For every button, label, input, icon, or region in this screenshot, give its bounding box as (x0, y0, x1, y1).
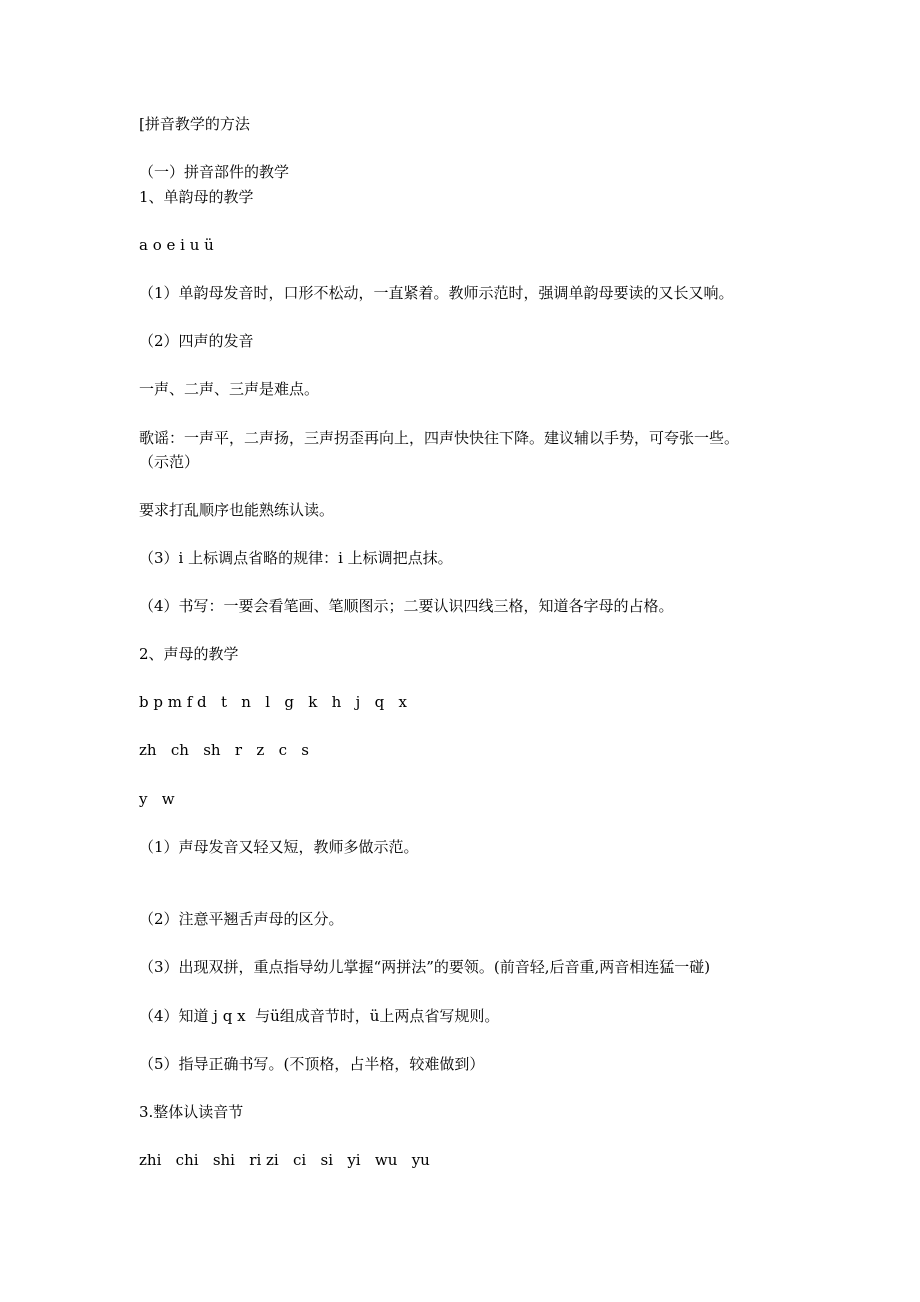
initials-point-5: （5）指导正确书写。(不顶格，占半格，较难做到） (139, 1055, 485, 1073)
finals-point-2: （2）四声的发音 (139, 332, 254, 350)
initials-point-4: （4）知道 j q x 与ü组成音节时，ü上两点省写规则。 (139, 1007, 500, 1025)
single-finals-letters: a o e i u ü (139, 236, 214, 254)
initials-point-3: （3）出现双拼，重点指导幼儿掌握“两拼法”的要领。(前音轻,后音重,两音相连猛一碰) (139, 958, 711, 976)
tone-rhyme-line-2: （示范） (139, 453, 200, 471)
subsection-1-heading: 1、单韵母的教学 (139, 188, 254, 206)
finals-point-3: （3）i 上标调点省略的规律：i 上标调把点抹。 (139, 549, 453, 567)
tones-difficulty: 一声、二声、三声是难点。 (139, 380, 320, 398)
initials-row-1: b p m f d t n l g k h j q x (139, 693, 407, 711)
subsection-2-heading: 2、声母的教学 (139, 645, 239, 663)
subsection-3-heading: 3.整体认读音节 (139, 1103, 244, 1121)
finals-point-4: （4）书写：一要会看笔画、笔顺图示；二要认识四线三格，知道各字母的占格。 (139, 597, 674, 615)
initials-row-2: zh ch sh r z c s (139, 741, 309, 759)
initials-row-3: y w (139, 790, 175, 808)
initials-point-1: （1）声母发音又轻又短，教师多做示范。 (139, 838, 419, 856)
initials-point-2: （2）注意平翘舌声母的区分。 (139, 910, 344, 928)
section-heading: （一）拼音部件的教学 (139, 163, 290, 181)
finals-point-1: （1）单韵母发音时，口形不松动，一直紧着。教师示范时，强调单韵母要读的又长又响。 (139, 284, 734, 302)
tone-rhyme-line-1: 歌谣：一声平，二声扬，三声拐歪再向上，四声快快往下降。建议辅以手势，可夸张一些。 (139, 429, 740, 447)
document-title: [拼音教学的方法 (139, 115, 250, 133)
whole-syllables: zhi chi shi ri zi ci si yi wu yu (139, 1151, 430, 1169)
reading-requirement: 要求打乱顺序也能熟练认读。 (139, 501, 335, 519)
